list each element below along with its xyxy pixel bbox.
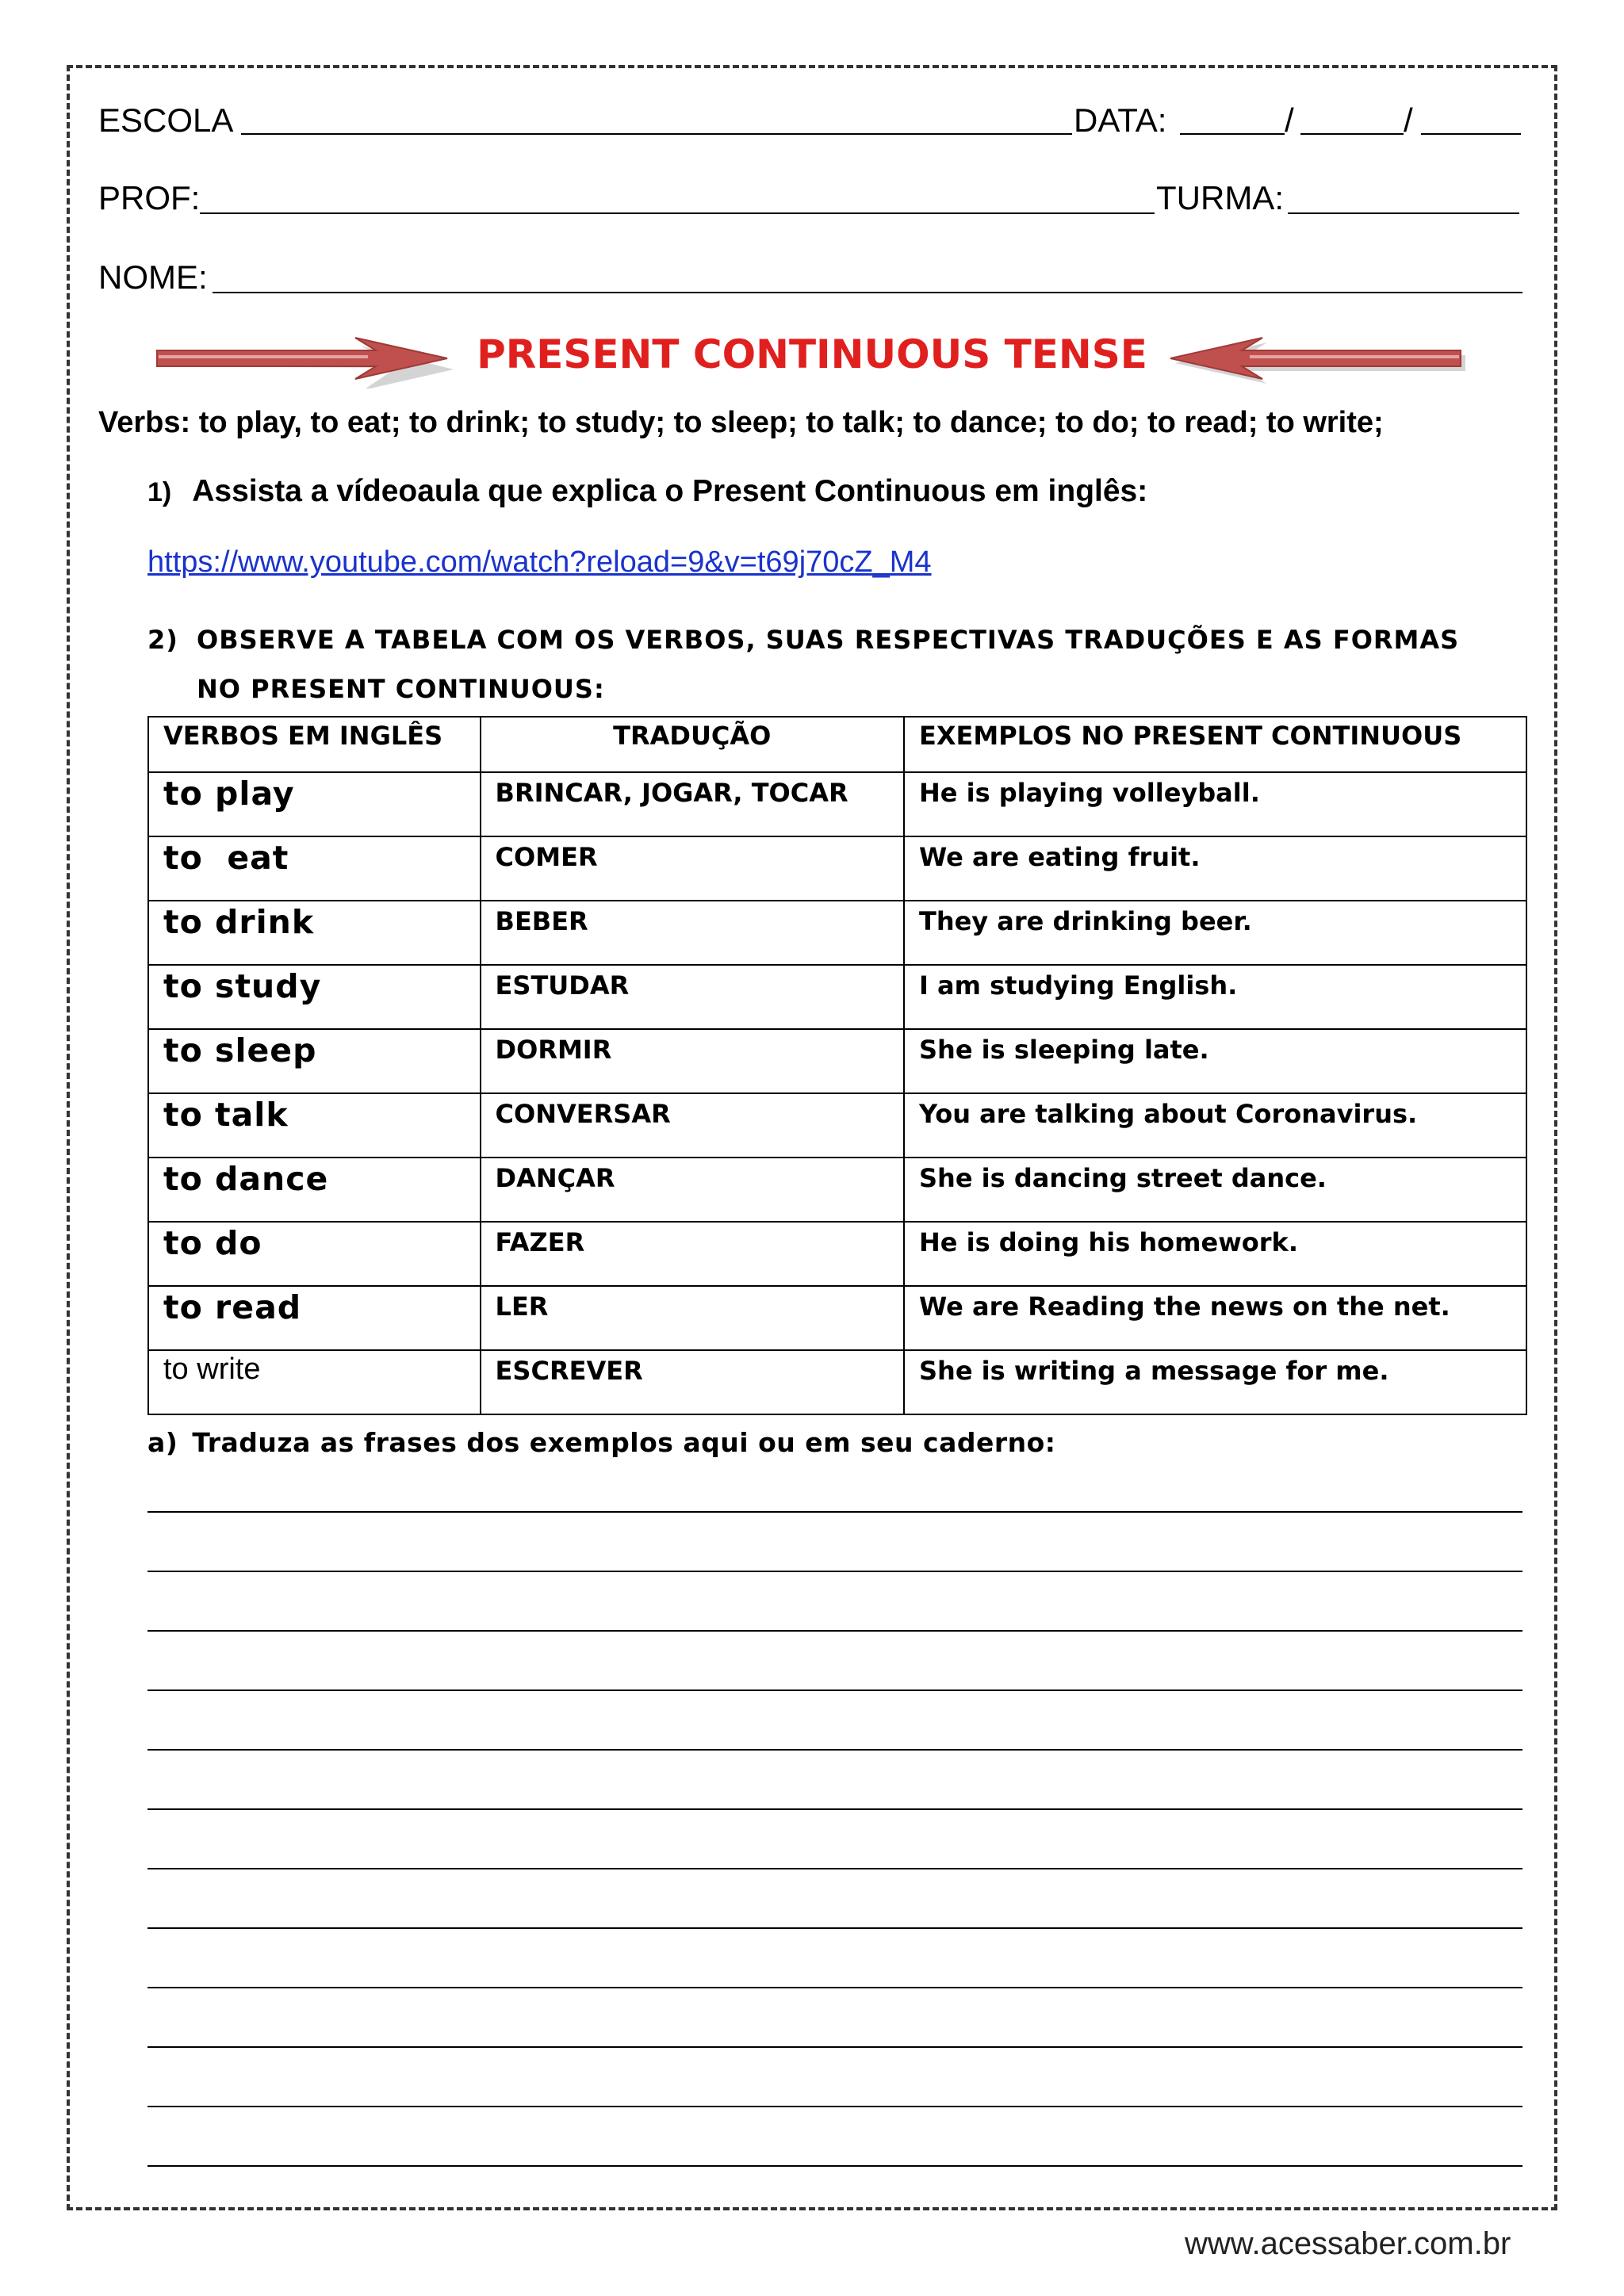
answer-line[interactable]: [147, 1808, 1522, 1810]
header-exemplos: EXEMPLOS NO PRESENT CONTINUOUS: [904, 717, 1526, 772]
translation-cell: COMER: [481, 836, 904, 901]
question-2: [147, 615, 1527, 714]
question-text-line1: OBSERVE A TABELA COM OS VERBOS, SUAS RESPECTIVAS TRADUÇÕES E AS FORMAS: [197, 625, 1460, 655]
table-row: [148, 1350, 1526, 1414]
translation-cell: BEBER: [481, 901, 904, 965]
prof-field[interactable]: [200, 212, 1155, 214]
table-row: [148, 1222, 1526, 1286]
example-cell: We are Reading the news on the net.: [904, 1286, 1526, 1350]
date-day-field[interactable]: [1180, 133, 1285, 135]
verb-cell: to write: [148, 1350, 481, 1414]
table-row: [148, 1158, 1526, 1222]
nome-field[interactable]: [213, 292, 1522, 293]
example-cell: She is sleeping late.: [904, 1029, 1526, 1093]
translation-cell: DORMIR: [481, 1029, 904, 1093]
question-number: 2): [147, 625, 178, 655]
verb-cell: to do: [148, 1222, 481, 1286]
answer-line[interactable]: [147, 1511, 1522, 1513]
prof-label: PROF:: [98, 179, 201, 216]
translation-cell: FAZER: [481, 1222, 904, 1286]
table-row: [148, 836, 1526, 901]
example-cell: You are talking about Coronavirus.: [904, 1093, 1526, 1158]
answer-line[interactable]: [147, 1987, 1522, 1988]
table-row: [148, 965, 1526, 1029]
example-cell: They are drinking beer.: [904, 901, 1526, 965]
table-row: [148, 1286, 1526, 1350]
example-cell: I am studying English.: [904, 965, 1526, 1029]
verb-cell: to sleep: [148, 1029, 481, 1093]
table-row: [148, 1029, 1526, 1093]
data-label: DATA:: [1074, 101, 1167, 139]
example-cell: We are eating fruit.: [904, 836, 1526, 901]
question-text: Traduza as frases dos exemplos aqui ou em seu caderno:: [192, 1427, 1056, 1458]
answer-line[interactable]: [147, 2106, 1522, 2107]
question-number: 1): [147, 477, 172, 507]
answer-line[interactable]: [147, 2165, 1522, 2167]
translation-cell: DANÇAR: [481, 1158, 904, 1222]
left-arrow-icon: [1148, 333, 1465, 388]
header-verbos: VERBOS EM INGLÊS: [148, 717, 481, 772]
question-number: a): [147, 1427, 178, 1458]
page-title: PRESENT CONTINUOUS TENSE: [477, 331, 1147, 377]
answer-line[interactable]: [147, 1927, 1522, 1929]
answer-line[interactable]: [147, 1749, 1522, 1751]
verb-cell: to talk: [148, 1093, 481, 1158]
footer-site: www.acessaber.com.br: [1185, 2226, 1511, 2261]
answer-line[interactable]: [147, 1868, 1522, 1869]
question-text-line2: NO PRESENT CONTINUOUS:: [197, 674, 605, 704]
table-row: [148, 901, 1526, 965]
turma-label: TURMA:: [1156, 179, 1284, 216]
verb-cell: to read: [148, 1286, 481, 1350]
translation-cell: CONVERSAR: [481, 1093, 904, 1158]
table-row: [148, 1093, 1526, 1158]
question-1: [147, 474, 1147, 509]
escola-label: ESCOLA: [98, 101, 234, 139]
date-separator: /: [1404, 101, 1413, 139]
verb-cell: to study: [148, 965, 481, 1029]
verb-cell: to play: [148, 772, 481, 836]
verbs-table: [147, 716, 1527, 1415]
date-year-field[interactable]: [1421, 133, 1521, 135]
turma-field[interactable]: [1288, 212, 1519, 214]
question-a: [147, 1427, 1055, 1458]
verb-cell: to drink: [148, 901, 481, 965]
table-header-row: [148, 717, 1526, 772]
date-separator: /: [1285, 101, 1294, 139]
header-traducao: TRADUÇÃO: [481, 717, 904, 772]
answer-line[interactable]: [147, 2046, 1522, 2048]
translation-cell: LER: [481, 1286, 904, 1350]
question-text: Assista a vídeoaula que explica o Present Continuous em inglês:: [192, 474, 1148, 508]
answer-line[interactable]: [147, 1689, 1522, 1691]
nome-label: NOME:: [98, 258, 208, 296]
example-cell: She is writing a message for me.: [904, 1350, 1526, 1414]
date-month-field[interactable]: [1300, 133, 1404, 135]
escola-field[interactable]: [241, 133, 1072, 135]
example-cell: He is playing volleyball.: [904, 772, 1526, 836]
verb-cell: to dance: [148, 1158, 481, 1222]
verbs-list: Verbs: to play, to eat; to drink; to study; to sleep; to talk; to dance; to do; to read; to write;: [98, 406, 1384, 439]
translation-cell: ESCREVER: [481, 1350, 904, 1414]
example-cell: He is doing his homework.: [904, 1222, 1526, 1286]
translation-cell: BRINCAR, JOGAR, TOCAR: [481, 772, 904, 836]
translation-cell: ESTUDAR: [481, 965, 904, 1029]
answer-line[interactable]: [147, 1630, 1522, 1632]
answer-line[interactable]: [147, 1571, 1522, 1572]
verb-cell: to eat: [148, 836, 481, 901]
example-cell: She is dancing street dance.: [904, 1158, 1526, 1222]
table-row: [148, 772, 1526, 836]
video-link[interactable]: https://www.youtube.com/watch?reload=9&v=t69j70cZ_M4: [147, 545, 932, 579]
